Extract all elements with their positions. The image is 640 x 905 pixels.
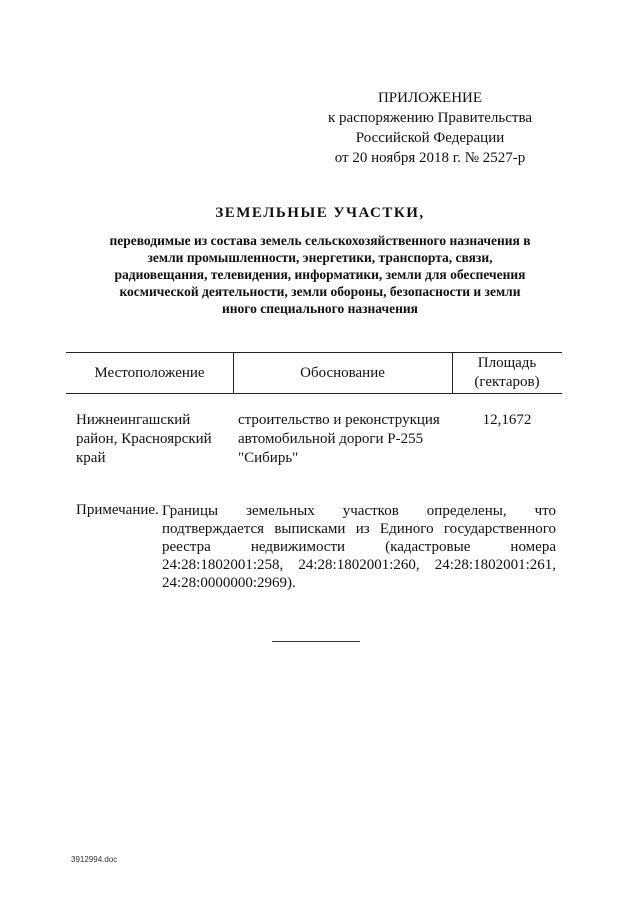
subtitle-line: переводимые из состава земель сельскохозяйственного назначения в [109, 233, 531, 248]
document-subtitle [70, 232, 570, 317]
note-line: 24:28:0000000:2969). [162, 575, 296, 591]
note-line: 24:28:1802001:258, 24:28:1802001:260, 24:28:1802001:261, [162, 557, 556, 573]
cell-basis [238, 411, 450, 468]
subtitle-line: иного специального назначения [222, 301, 418, 316]
note-line: реестра недвижимости (кадастровые номера [162, 539, 556, 555]
note-line: подтверждается выписками из Единого государственного [162, 521, 556, 537]
cell-basis-line: строительство и реконструкция [238, 412, 440, 428]
footer-filename: 3912994.doc [71, 855, 118, 864]
header-area-line: Площадь [477, 355, 537, 371]
subtitle-line: космической деятельности, земли обороны, безопасности и земли [119, 284, 521, 299]
document-title: ЗЕМЕЛЬНЫЕ УЧАСТКИ, [215, 205, 425, 221]
header-area-line: (гектаров) [474, 374, 540, 390]
note-label: Примечание. [76, 502, 159, 518]
note-line: Границы земельных участков определены, что [162, 503, 556, 519]
appendix-header [300, 88, 560, 168]
cell-basis-line: автомобильной дороги Р-255 [238, 431, 424, 447]
cell-location-line: Нижнеингашский [76, 412, 191, 428]
appendix-line-2: Российской Федерации [355, 130, 505, 146]
header-location: Местоположение [94, 365, 205, 381]
cell-location-line: край [76, 450, 106, 466]
subtitle-line: земли промышленности, энергетики, транспорта, связи, [147, 250, 493, 265]
appendix-line-3: от 20 ноября 2018 г. № 2527-р [334, 150, 526, 166]
note-text [162, 502, 556, 592]
table-header-rule [66, 393, 562, 394]
end-rule [272, 641, 360, 642]
cell-location [76, 411, 231, 468]
subtitle-line: радиовещания, телевидения, информатики, земли для обеспечения [114, 267, 526, 282]
table-top-rule [66, 352, 562, 353]
cell-area: 12,1672 [482, 412, 532, 428]
cell-basis-line: "Сибирь" [238, 450, 299, 466]
header-area [452, 354, 562, 392]
header-basis: Обоснование [300, 365, 385, 381]
appendix-label: ПРИЛОЖЕНИЕ [377, 90, 483, 106]
cell-location-line: район, Красноярский [76, 431, 212, 447]
appendix-line-1: к распоряжению Правительства [327, 110, 532, 126]
